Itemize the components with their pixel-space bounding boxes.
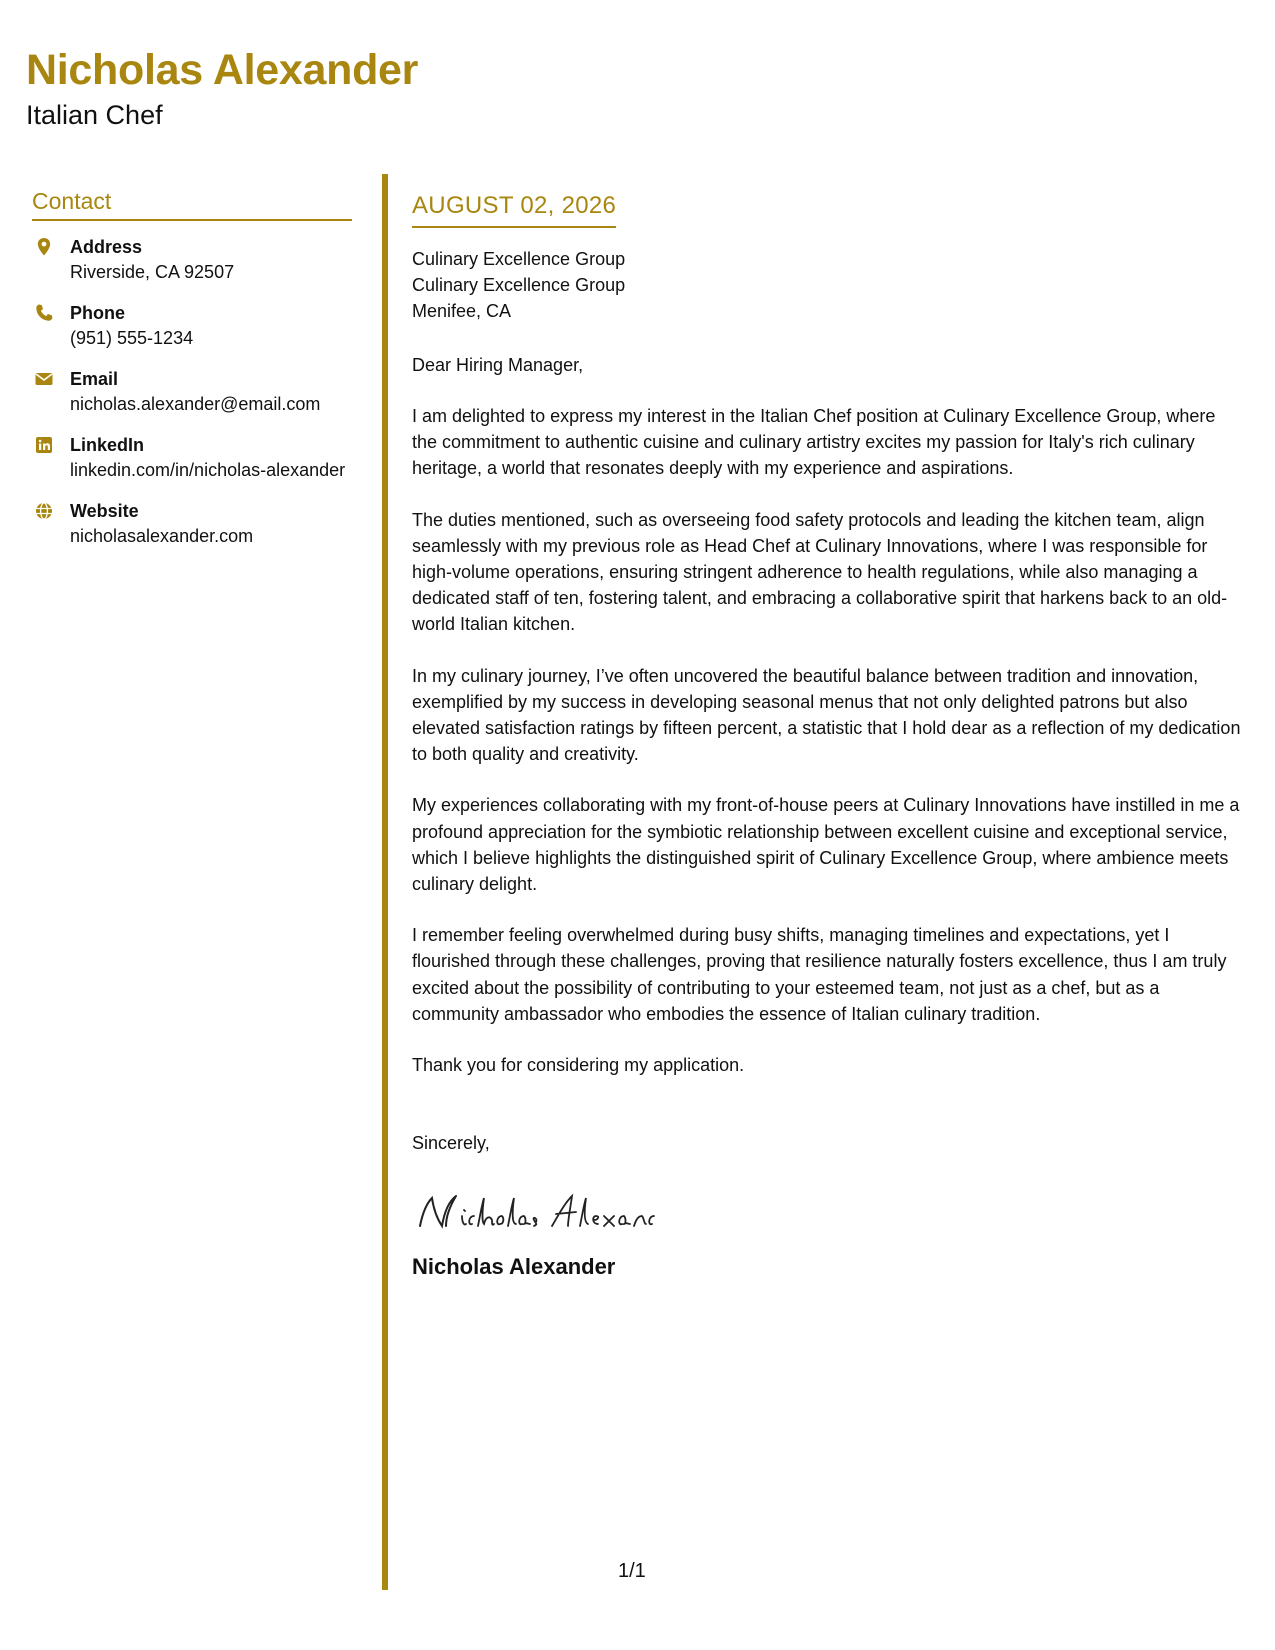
contact-label: Website: [70, 501, 139, 521]
letter-paragraph: I remember feeling overwhelmed during busy shifts, managing timelines and expectations, yet I flourished through these challenges, proving that resilience naturally fosters excellence, thus I am truly excited about the possibility of contributing to your esteemed team, not just as a chef, but as a community ambassador who embodies the essence of Italian culinary tradition.: [412, 925, 1227, 1024]
recipient-line: Culinary Excellence Group: [412, 275, 626, 295]
contact-value: nicholas.alexander@email.com: [70, 394, 321, 414]
letter-paragraph: In my culinary journey, I’ve often uncovered the beautiful balance between tradition and innovation, exemplified by my success in developing seasonal menus that not only delighted patrons but also elevated satisfaction ratings by fifteen percent, a statistic that I hold dear as a reflection of my dedication to both quality and creativity.: [412, 665, 1241, 765]
recipient-line: Culinary Excellence Group: [412, 249, 626, 269]
linkedin-icon: [34, 435, 54, 455]
contact-label: Address: [70, 237, 143, 257]
location-pin-icon: [34, 237, 54, 257]
contact-sidebar: [32, 188, 352, 565]
contact-value: (951) 555-1234: [70, 328, 194, 348]
recipient-line: Menifee, CA: [412, 301, 512, 321]
letter-paragraph: Thank you for considering my application.: [412, 1055, 745, 1076]
candidate-name: Nicholas Alexander: [26, 46, 419, 94]
contact-label: Email: [70, 369, 119, 389]
letter-paragraph: The duties mentioned, such as overseeing food safety protocols and leading the kitchen team, align seamlessly with my previous role as Head Chef at Culinary Innovations, where I was responsible for high-volume operations, ensuring stringent adherence to health regulations, while also managing a dedicated staff of ten, fostering talent, and embracing a collaborative spirit that harkens back to an old-world Italian kitchen.: [412, 509, 1228, 635]
page-number: 1/1: [618, 1560, 646, 1582]
closing: Sincerely,: [412, 1133, 490, 1154]
contact-item-linkedin: [32, 433, 352, 483]
letter-body: [412, 192, 1242, 1280]
contact-value: Riverside, CA 92507: [70, 262, 235, 282]
contact-value: nicholasalexander.com: [70, 526, 254, 546]
contact-value: linkedin.com/in/nicholas-alexander: [70, 460, 346, 480]
column-divider: [382, 174, 388, 1590]
letter-paragraph: My experiences collaborating with my front-of-house peers at Culinary Innovations have instilled in me a profound appreciation for the symbiotic relationship between excellent cuisine and exceptional service, which I believe highlights the distinguished spirit of Culinary Excellence Group, where ambience meets culinary delight.: [412, 795, 1240, 895]
signed-name: Nicholas Alexander: [412, 1254, 616, 1280]
contact-label: Phone: [70, 303, 126, 323]
contact-label: LinkedIn: [70, 435, 145, 455]
job-title: Italian Chef: [26, 100, 163, 130]
contact-item-phone: [32, 301, 352, 351]
contact-item-address: [32, 235, 352, 285]
handwritten-signature: [412, 1186, 682, 1238]
contact-heading: Contact: [32, 188, 352, 221]
letter-paragraph: I am delighted to express my interest in the Italian Chef position at Culinary Excellence Group, where the commitment to authentic cuisine and culinary artistry excites my passion for Italy's rich culinary heritage, a world that resonates deeply with my experience and aspirations.: [412, 406, 1216, 479]
recipient-block: [412, 246, 1242, 324]
letter-date: AUGUST 02, 2026: [412, 192, 616, 228]
contact-item-email: [32, 367, 352, 417]
salutation: Dear Hiring Manager,: [412, 355, 584, 375]
envelope-icon: [34, 369, 54, 389]
phone-icon: [34, 303, 54, 323]
globe-icon: [34, 501, 54, 521]
contact-item-website: [32, 499, 352, 549]
